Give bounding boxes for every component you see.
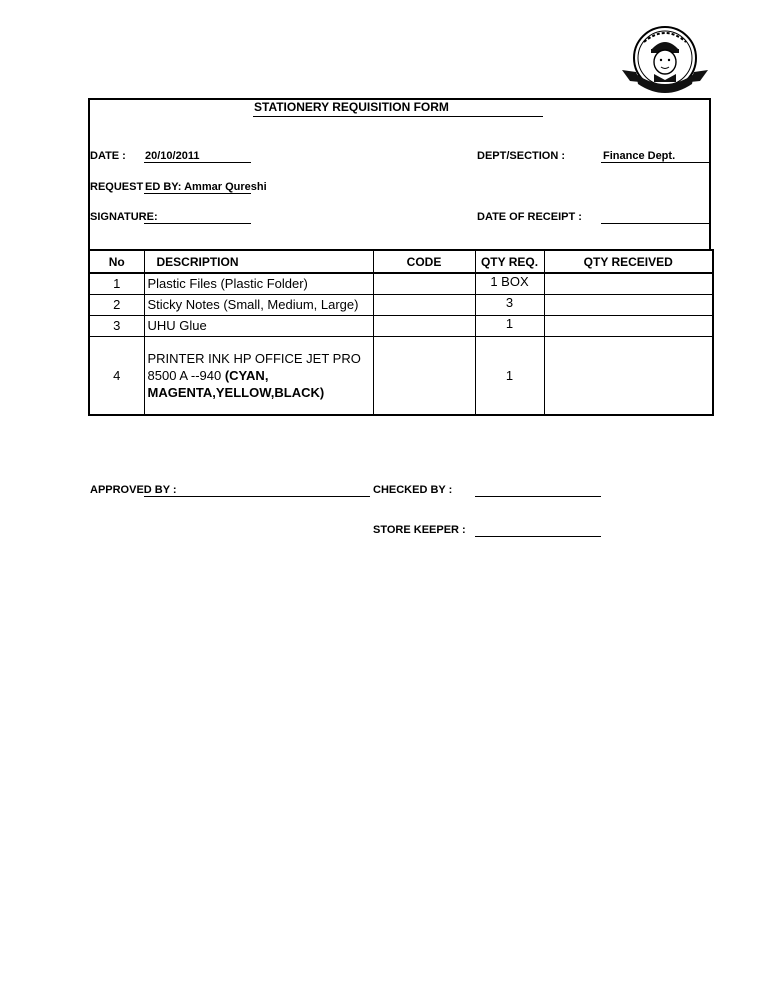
checked-label: CHECKED BY : (373, 484, 453, 496)
form-title: STATIONERY REQUISITION FORM (254, 100, 449, 114)
row-code[interactable] (373, 336, 475, 415)
description-bold-2: (CYAN, (224, 367, 269, 383)
row-qty-req: 1 (475, 315, 544, 336)
row-qty-req: 3 (475, 294, 544, 315)
date-field-line[interactable] (144, 162, 251, 163)
description-bold-3: MAGENTA,YELLOW,BLACK) (147, 384, 325, 400)
requested-field-line[interactable] (144, 193, 251, 194)
signature-label: SIGNATURE: (90, 211, 158, 223)
row-qty-received[interactable] (544, 336, 713, 415)
title-underline (253, 116, 543, 117)
row-no: 2 (89, 294, 144, 315)
row-code[interactable] (373, 294, 475, 315)
row-code[interactable] (373, 273, 475, 294)
requested-label: REQUEST (90, 181, 144, 193)
row-no: 3 (89, 315, 144, 336)
row-description (144, 336, 373, 415)
dept-label: DEPT/SECTION : (477, 150, 566, 162)
description-line-1: PRINTER INK HP OFFICE JET PRO (147, 350, 361, 366)
col-header-qty-received: QTY RECEIVED (544, 250, 713, 273)
company-logo (618, 24, 712, 96)
approved-label: APPROVED BY : (90, 484, 177, 496)
table-row (89, 273, 713, 294)
dept-field-line[interactable] (601, 162, 711, 163)
table-row (89, 336, 713, 415)
col-header-code: CODE (373, 250, 475, 273)
date-value: 20/10/2011 (145, 150, 200, 162)
col-header-no: No (89, 250, 144, 273)
logo-emblem-icon (618, 24, 712, 96)
store-keeper-field-line[interactable] (475, 536, 601, 537)
description-line-2: 8500 A --940 (147, 367, 225, 383)
table-header-row (89, 250, 713, 273)
items-table (88, 249, 714, 416)
form-header-box (88, 98, 711, 249)
approved-field-line[interactable] (144, 496, 370, 497)
row-qty-received[interactable] (544, 273, 713, 294)
receipt-label: DATE OF RECEIPT : (477, 211, 582, 223)
checked-field-line[interactable] (475, 496, 601, 497)
col-header-qty-req: QTY REQ. (475, 250, 544, 273)
date-label: DATE : (90, 150, 126, 162)
table-row (89, 315, 713, 336)
table-row (89, 294, 713, 315)
row-qty-req: 1 BOX (475, 273, 544, 294)
signature-field-line[interactable] (144, 223, 251, 224)
receipt-field-line[interactable] (601, 223, 711, 224)
row-qty-req: 1 (475, 336, 544, 415)
row-description: Plastic Files (Plastic Folder) (144, 273, 373, 294)
col-header-description: DESCRIPTION (144, 250, 373, 273)
row-qty-received[interactable] (544, 294, 713, 315)
row-code[interactable] (373, 315, 475, 336)
row-description: Sticky Notes (Small, Medium, Large) (144, 294, 373, 315)
dept-value: Finance Dept. (603, 150, 676, 162)
store-keeper-label: STORE KEEPER : (373, 524, 466, 536)
requested-value: ED BY: Ammar Qureshi (145, 181, 267, 193)
row-no: 1 (89, 273, 144, 294)
row-no: 4 (89, 336, 144, 415)
row-description: UHU Glue (144, 315, 373, 336)
row-qty-received[interactable] (544, 315, 713, 336)
